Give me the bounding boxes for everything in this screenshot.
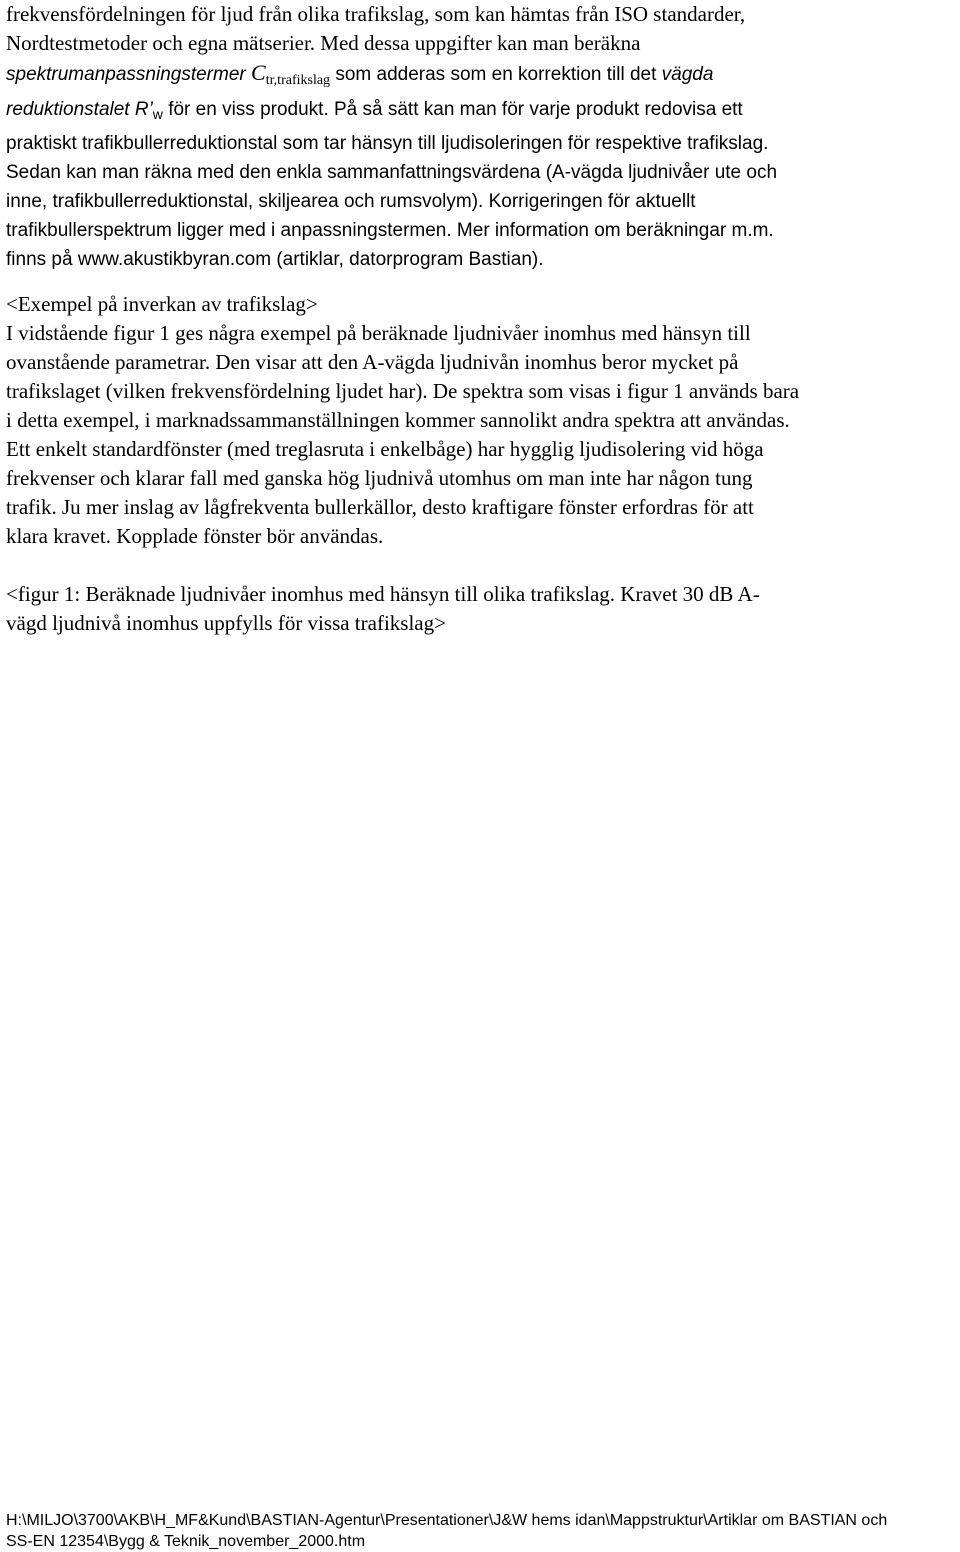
text-line: finns på www.akustikbyran.com (artiklar, datorprogram Bastian).	[6, 249, 544, 270]
text-segment: som adderas som en korrektion till det	[330, 64, 662, 85]
text-line: praktiskt trafikbullerreduktionstal som tar hänsyn till ljudisoleringen för respektive trafikslag.	[6, 133, 769, 154]
caption-line: vägd ljudnivå inomhus uppfylls för vissa trafikslag>	[6, 611, 446, 635]
text-line: trafik. Ju mer inslag av lågfrekventa bullerkällor, desto kraftigare fönster erfordras för att	[6, 495, 754, 519]
figure-caption	[6, 580, 956, 638]
text-line: frekvenser och klarar fall med ganska hög ljudnivå utomhus om man inte har någon tung	[6, 466, 753, 490]
intro-paragraph	[6, 0, 956, 274]
example-paragraph	[6, 290, 956, 551]
text-line	[6, 58, 956, 95]
text-line: trafikbullerspektrum ligger med i anpassningstermen. Mer information om beräkningar m.m.	[6, 220, 774, 241]
text-line: I vidstående figur 1 ges några exempel på beräknade ljudnivåer inomhus med hänsyn till	[6, 321, 751, 345]
text-line: Sedan kan man räkna med den enkla sammanfattningsvärdena (A-vägda ljudnivåer ute och	[6, 162, 778, 183]
italic-term: reduktionstalet R’	[6, 99, 153, 120]
italic-term: vägda	[661, 64, 714, 85]
subscript: w	[152, 106, 163, 122]
text-line: ovanstående parametrar. Den visar att den A-vägda ljudnivån inomhus beror mycket på	[6, 350, 739, 374]
text-line: i detta exempel, i marknadssammanställningen kommer sannolikt andra spektra att användas.	[6, 408, 790, 432]
text-line: Ett enkelt standardfönster (med treglasruta i enkelbåge) har hygglig ljudisolering vid höga	[6, 437, 764, 461]
italic-term: spektrumanpassningstermer	[6, 64, 246, 85]
text-segment: för en viss produkt. På så sätt kan man för varje produkt redovisa ett	[162, 99, 743, 120]
text-line: Nordtestmetoder och egna mätserier. Med dessa uppgifter kan man beräkna	[6, 31, 641, 55]
caption-line: <figur 1: Beräknade ljudnivåer inomhus med hänsyn till olika trafikslag. Kravet 30 dB A-	[6, 582, 760, 606]
footer-line: SS-EN 12354\Bygg & Teknik_november_2000.htm	[6, 1533, 366, 1550]
footer-file-path	[6, 1510, 887, 1552]
text-line: klara kravet. Kopplade fönster bör användas.	[6, 524, 384, 548]
text-line: frekvensfördelningen för ljud från olika trafikslag, som kan hämtas från ISO standarder,	[6, 2, 746, 26]
symbol-c: C	[251, 60, 266, 85]
subscript: tr,trafikslag	[265, 73, 331, 88]
section-heading: <Exempel på inverkan av trafikslag>	[6, 292, 318, 316]
text-line: trafikslaget (vilken frekvensfördelning ljudet har). De spektra som visas i figur 1 används bara	[6, 379, 800, 403]
text-line: inne, trafikbullerreduktionstal, skiljearea och rumsvolym). Korrigeringen för aktuellt	[6, 191, 696, 212]
footer-line: H:\MILJO\3700\AKB\H_MF&Kund\BASTIAN-Agentur\Presentationer\J&W hems idan\Mappstruktur\Artiklar om BASTIAN och	[6, 1512, 888, 1529]
text-line	[6, 95, 956, 129]
